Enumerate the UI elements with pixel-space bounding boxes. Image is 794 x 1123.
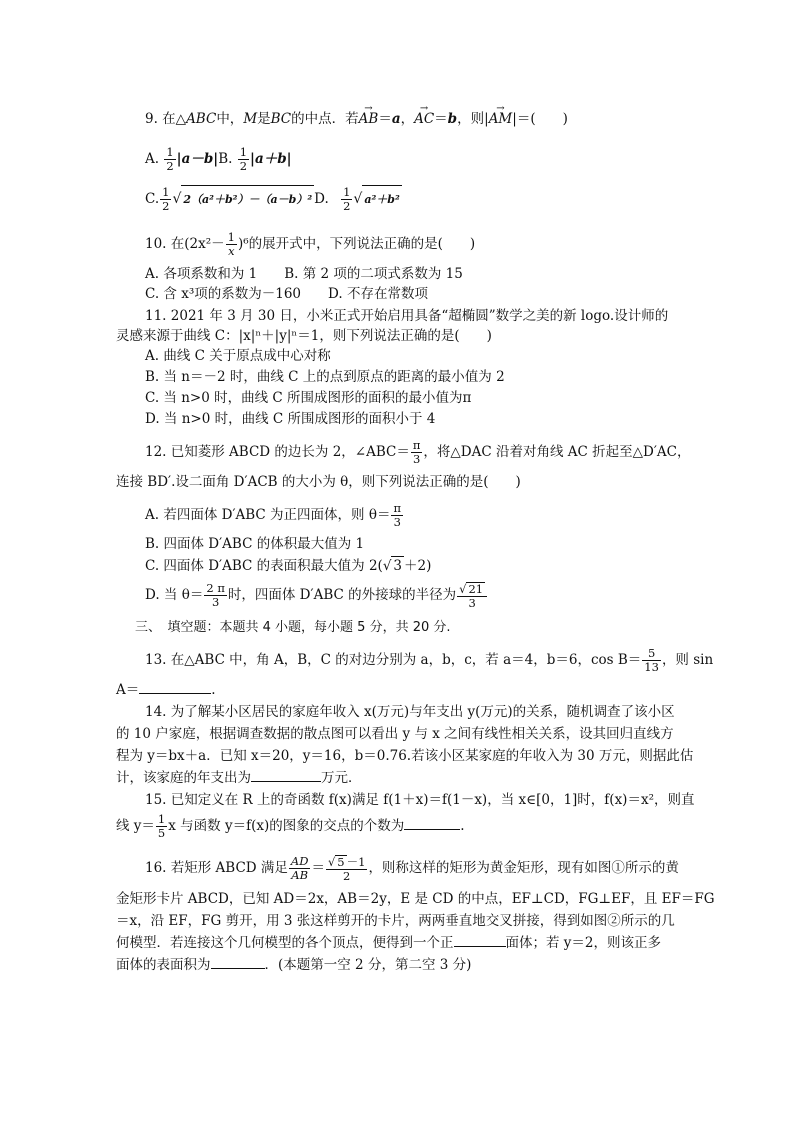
fraction-1-over-5 [156, 813, 167, 840]
sqrt-radicand: 21 [468, 581, 484, 596]
q13-line2 [116, 681, 216, 699]
sqrt-radicand: 5 [337, 854, 345, 869]
fraction-ad-over-ab [289, 855, 311, 882]
q12-option-d [145, 580, 488, 610]
option-d-expression: a²＋b² [362, 185, 401, 214]
fraction-golden-ratio [326, 855, 367, 883]
q15-line2 [116, 811, 465, 841]
denominator: AB [291, 868, 309, 882]
q16-text: ＝ [311, 860, 325, 876]
q15-text: . [460, 818, 465, 834]
numerator: π [412, 438, 421, 452]
q16-line4 [116, 934, 661, 952]
q14-line2: 的 10 户家庭，根据调查数据的散点图可以看出 y 与 x 之间有线性相关关系，设其回归直线方 [116, 726, 674, 742]
q11-option-d: D. 当 n>0 时，曲线 C 所围成图形的面积小于 4 [145, 411, 436, 427]
numerator: 1 [166, 145, 174, 159]
fraction-half [164, 146, 175, 173]
fraction-pi-over-3 [391, 502, 403, 529]
q16-line1 [145, 852, 679, 884]
q11-option-b: B. 当 n＝－2 时，曲线 C 上的点到原点的距离的最小值为 2 [145, 369, 505, 385]
q9-stem [145, 110, 568, 128]
option-a-label: A. [145, 151, 160, 167]
q14-line3: 程为 y＝bx＋a．已知 x＝20，y＝16，b＝0.76.若该小区某家庭的年收入为 30 万元，则据此估 [116, 748, 694, 764]
vector-ab: → AB [359, 110, 379, 128]
q9-text: ＝ [378, 111, 392, 127]
q16-line3: ＝x，沿 EF，FG 剪开，用 3 张这样剪开的卡片，两两垂直地交叉拼接，得到如图②所示的几 [116, 913, 675, 929]
denominator: 2 [239, 159, 248, 173]
answer-blank[interactable] [211, 956, 265, 969]
q12-stem-line2: 连接 BD′.设二面角 D′ACB 的大小为 θ，则下列说法正确的是( ) [116, 474, 521, 490]
sqrt-icon: √ [172, 191, 182, 207]
fraction-sqrt21-over-3 [457, 582, 487, 610]
sqrt-icon: √ [459, 581, 467, 596]
q11-stem-line2: 灵感来源于曲线 C：|x|ⁿ＋|y|ⁿ＝1，则下列说法正确的是( ) [116, 328, 492, 344]
q11-option-a: A. 曲线 C 关于原点成中心对称 [145, 348, 331, 364]
q16-text: 何模型．若连接这个几何模型的各个顶点，便得到一个正 [116, 935, 454, 951]
numerator: 1 [162, 185, 170, 199]
q12-text: C. 四面体 D′ABC 的表面积最大值为 2( [145, 558, 383, 574]
denominator: 3 [211, 595, 220, 609]
q12-option-b: B. 四面体 D′ABC 的体积最大值为 1 [145, 536, 365, 552]
fraction-half [160, 186, 171, 213]
section-heading: 三、 填空题：本题共 4 小题，每小题 5 分，共 20 分. [135, 620, 451, 635]
q14-line4 [116, 769, 362, 787]
q16-text: ，则称这样的矩形为黄金矩形，现有如图①所示的黄 [368, 860, 679, 876]
q12-text: 12. 已知菱形 ABCD 的边长为 2，∠ABC＝ [145, 444, 410, 460]
denominator: 3 [468, 595, 476, 610]
q12-text: D. 当 θ＝ [145, 587, 204, 603]
numerator: π [393, 501, 402, 515]
q10-options-cd: C. 含 x³项的系数为－160 D. 不存在常数项 [145, 286, 428, 302]
q13-text: A＝ [116, 682, 140, 698]
numerator [326, 855, 367, 870]
q13-text: ，则 sin [661, 652, 714, 668]
q11-stem-line1: 11. 2021 年 3 月 30 日，小米正式开始启用具备“超椭圆”数学之美的新 logo.设计师的 [145, 308, 669, 324]
fraction-pi-over-3 [411, 439, 423, 466]
numerator: AD [290, 854, 309, 868]
denominator: 2 [166, 159, 174, 173]
q9-text: ， [400, 111, 415, 127]
q9-text: BC [270, 111, 292, 127]
q9-text: 中， [216, 111, 244, 127]
q13-line1 [145, 645, 713, 675]
sqrt-icon: √ [382, 558, 392, 574]
numerator [457, 582, 487, 597]
answer-blank[interactable] [404, 817, 460, 830]
numerator: 5 [642, 647, 661, 661]
q10-stem [145, 230, 475, 258]
option-b-expression: |a＋b| [250, 151, 292, 167]
q10-options-ab: A. 各项系数和为 1 B. 第 2 项的二项式系数为 15 [145, 266, 463, 282]
q12-option-c [145, 556, 431, 575]
fraction-one-over-x [226, 231, 237, 258]
sqrt-radicand: 3 [393, 558, 403, 574]
q9-options-ab [145, 145, 292, 173]
numerator: 1 [227, 230, 235, 244]
option-c-label: C. [145, 191, 160, 207]
q10-text: )⁶的展开式中，下列说法正确的是( ) [237, 236, 476, 252]
q14-text: 计，该家庭的年支出为 [116, 770, 251, 786]
numerator: 2 π [206, 581, 225, 595]
vector-ac: → AC [414, 110, 434, 128]
q9-text: M [243, 111, 258, 127]
q16-text: 面体的表面积为 [116, 957, 211, 973]
vector-am: → AM [489, 110, 513, 128]
fraction-half [238, 146, 249, 173]
sqrt-icon: √ [327, 854, 336, 869]
denominator: 2 [343, 868, 351, 883]
sqrt-icon: √ [353, 191, 363, 207]
numerator-rest: －1 [346, 854, 366, 869]
option-b-label: B. [218, 151, 233, 167]
fraction-2pi-over-3 [204, 582, 227, 609]
answer-blank[interactable] [139, 681, 211, 694]
fraction-half [341, 186, 352, 213]
option-d-label: D. [314, 191, 329, 207]
q9-text: b [447, 111, 458, 127]
q16-text: 面体；若 y＝2，则该正多 [505, 935, 662, 951]
q15-text: 线 y＝ [116, 818, 155, 834]
q14-text: 万元． [321, 770, 362, 786]
q12-text: ，将△DAC 沿着对角线 AC 折起至△D′AC， [423, 444, 691, 460]
q14-line1: 14. 为了解某小区居民的家庭年收入 x(万元)与年支出 y(万元)的关系，随机调查了该小区 [145, 704, 675, 720]
answer-blank[interactable] [454, 934, 506, 947]
q9-text: a [391, 111, 401, 127]
denominator: 3 [393, 515, 401, 529]
denominator: 2 [162, 199, 170, 213]
q16-text: ．(本题第一空 2 分，第二空 3 分) [264, 957, 472, 973]
q9-text: |＝( ) [512, 111, 568, 127]
denominator: 2 [343, 199, 351, 213]
q10-text: 10. 在(2x²－ [145, 236, 225, 252]
q12-text: A. 若四面体 D′ABC 为正四面体，则 θ＝ [145, 507, 391, 523]
q16-text: 16. 若矩形 ABCD 满足 [145, 860, 288, 876]
q13-text: . [211, 682, 216, 698]
q9-text: ABC [186, 111, 217, 127]
numerator: 1 [239, 145, 248, 159]
q9-text: 是 [257, 111, 271, 127]
option-a-expression: |a－b| [176, 151, 219, 167]
answer-blank[interactable] [251, 769, 321, 782]
q16-line5 [116, 956, 471, 974]
q9-options-cd [145, 185, 402, 214]
q12-option-a [145, 500, 404, 530]
q11-option-c: C. 当 n>0 时，曲线 C 所围成图形的面积的最小值为π [145, 390, 472, 406]
denominator: 5 [157, 826, 166, 840]
fraction-5-over-13 [642, 647, 661, 674]
q16-line2: 金矩形卡片 ABCD，已知 AD＝2x，AB＝2y，E 是 CD 的中点，EF⊥CD，FG⊥EF，且 EF＝FG [116, 891, 715, 907]
q9-text: 的中点．若 [291, 111, 359, 127]
option-c-expression: 2（a²＋b²）－（a－b）² [181, 185, 314, 214]
denominator: 13 [644, 660, 659, 674]
q9-text: 9. 在△ [145, 111, 187, 127]
q15-line1: 15. 已知定义在 R 上的奇函数 f(x)满足 f(1＋x)＝f(1－x)，当 x∈[0，1]时，f(x)＝x²，则直 [145, 792, 695, 808]
q12-stem [145, 437, 691, 467]
q13-text: 13. 在△ABC 中，角 A，B，C 的对边分别为 a，b，c，若 a＝4，b＝6，cos B＝ [145, 652, 642, 668]
q12-text: 时，四面体 D′ABC 的外接球的半径为 [227, 587, 457, 603]
q15-text: x 与函数 y＝f(x)的图象的交点的个数为 [168, 818, 405, 834]
denominator: x [228, 244, 235, 258]
q9-text: ＝ [434, 111, 448, 127]
q12-text: ＋2) [404, 558, 432, 574]
numerator: 1 [157, 812, 166, 826]
q9-text: ，则| [457, 111, 489, 127]
numerator: 1 [343, 185, 351, 199]
denominator: 3 [412, 452, 421, 466]
